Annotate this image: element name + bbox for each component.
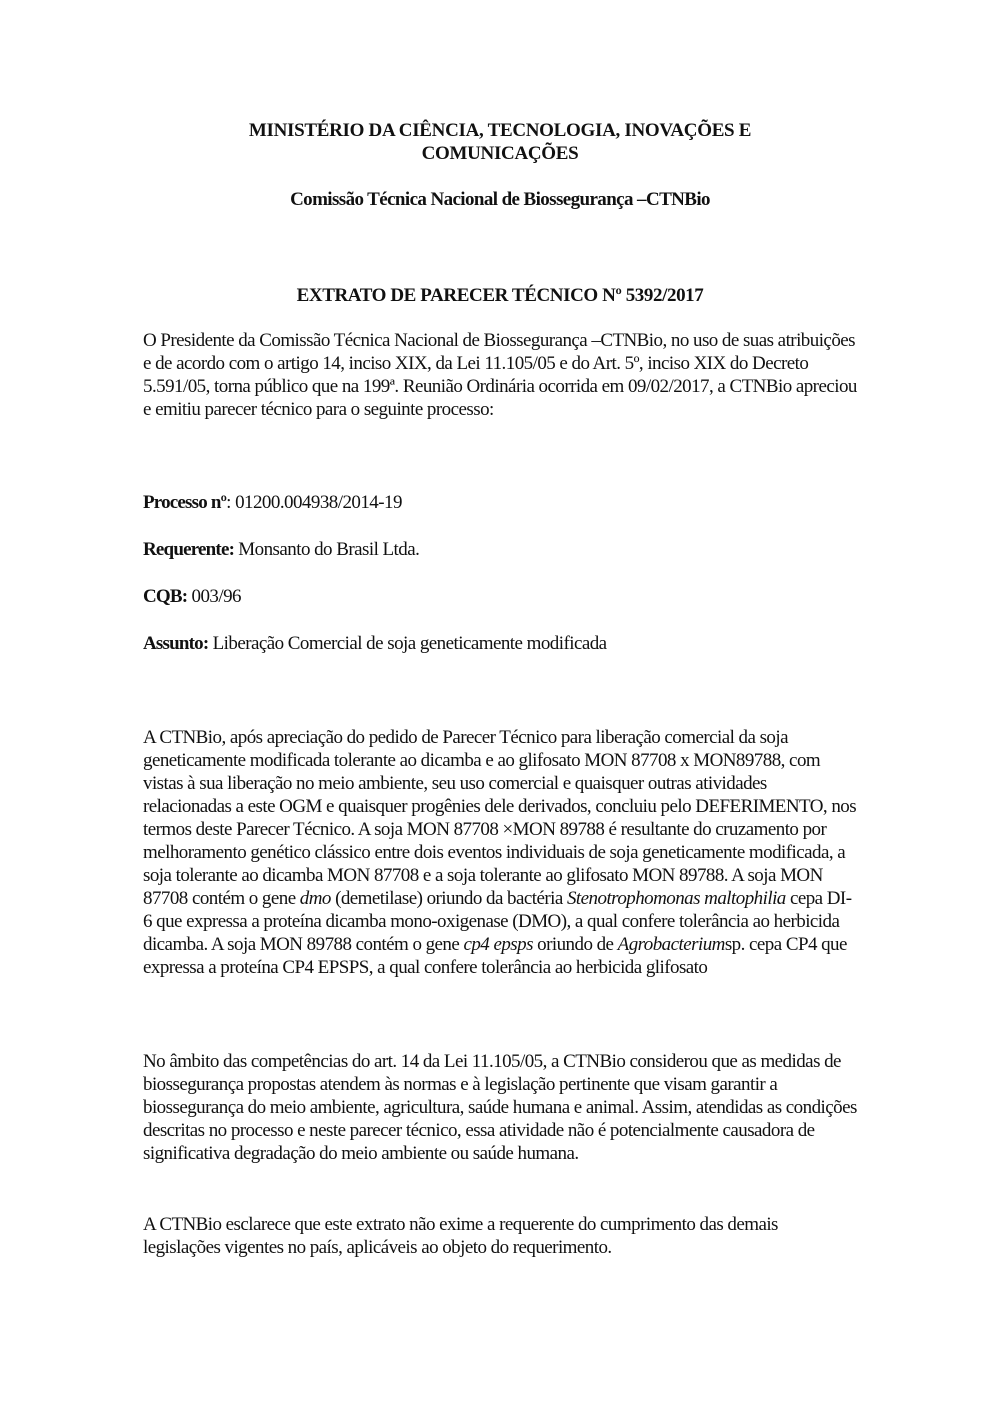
species-stenotrophomonas: Stenotrophomonas maltophilia: [566, 888, 786, 909]
opinion-text-2: (demetilase) oriundo da bactéria: [330, 888, 567, 909]
processo-value: 01200.004938/2014-19: [235, 492, 402, 513]
commission-heading: Comissão Técnica Nacional de Biossegurança –CTNBio: [290, 189, 710, 210]
biosafety-paragraph: No âmbito das competências do art. 14 da Lei 11.105/05, a CTNBio considerou que as medidas de biossegurança propostas atendem às normas e à legislação pertinente que visam garantir a biossegurança do meio ambiente, agricultura, saúde humana e animal. Assim, atendidas as condições descritas no processo e neste parecer técnico, essa atividade não é potencialmente causadora de significativa degradação do meio ambiente ou saúde humana.: [143, 1051, 857, 1164]
ministry-heading-line1: MINISTÉRIO DA CIÊNCIA, TECNOLOGIA, INOVAÇÕES E: [248, 120, 752, 141]
requerente-field: [143, 538, 858, 561]
opinion-paragraph: [143, 726, 858, 979]
ministry-heading: [140, 119, 860, 165]
cqb-field: [143, 585, 858, 608]
gene-cp4-epsps: cp4 epsps: [463, 934, 533, 955]
opinion-text-3: cepa DI-6 que expressa a proteína dicamba mono-oxigenase (DMO), a qual confere tolerância ao herbicida dicamba. A soja MON 89788 contém o gene: [143, 888, 852, 955]
document-title: EXTRATO DE PARECER TÉCNICO Nº 5392/2017: [296, 285, 704, 306]
opinion-text-4: oriundo de: [532, 934, 618, 955]
cqb-label: CQB:: [143, 586, 188, 607]
requerente-label: Requerente:: [143, 539, 235, 560]
clarification-paragraph: A CTNBio esclarece que este extrato não exime a requerente do cumprimento das demais legislações vigentes no país, aplicáveis ao objeto do requerimento.: [143, 1214, 778, 1258]
assunto-label: Assunto:: [143, 633, 209, 654]
cqb-value: 003/96: [187, 586, 241, 607]
ministry-heading-line2: COMUNICAÇÕES: [421, 143, 579, 164]
intro-paragraph: O Presidente da Comissão Técnica Nacional de Biossegurança –CTNBio, no uso de suas atribuições e de acordo com o artigo 14, inciso XIX, da Lei 11.105/05 e do Art. 5º, inciso XIX do Decreto 5.591/05, torna público que na 199ª. Reunião Ordinária ocorrida em 09/02/2017, a CTNBio apreciou e emitiu parecer técnico para o seguinte processo:: [143, 330, 857, 420]
opinion-text-1: A CTNBio, após apreciação do pedido de Parecer Técnico para liberação comercial da soja geneticamente modificada tolerante ao dicamba e ao glifosato MON 87708 x MON89788, com vistas à sua liberação no meio ambiente, seu uso comercial e quaisquer outras atividades relacionadas a este OGM e quaisquer progênies dele derivados, concluiu pelo DEFERIMENTO, nos termos deste Parecer Técnico. A soja MON 87708 ×MON 89788 é resultante do cruzamento por melhoramento genético clássico entre dois eventos individuais de soja geneticamente modificada, a soja tolerante ao dicamba MON 87708 e a soja tolerante ao glifosato MON 89788. A soja MON 87708 contém o gene: [143, 727, 857, 909]
assunto-field: [143, 632, 858, 655]
processo-separator: :: [226, 492, 236, 513]
assunto-value: Liberação Comercial de soja geneticamente modificada: [208, 633, 607, 654]
species-agrobacterium: Agrobacterium: [617, 934, 725, 955]
opinion-text-5: sp. cepa CP4 que expressa a proteína CP4 EPSPS, a qual confere tolerância ao herbicida glifosato: [143, 934, 847, 978]
processo-field: [143, 491, 858, 514]
gene-dmo: dmo: [299, 888, 331, 909]
processo-label: Processo nº: [143, 492, 227, 513]
requerente-value: Monsanto do Brasil Ltda.: [234, 539, 420, 560]
